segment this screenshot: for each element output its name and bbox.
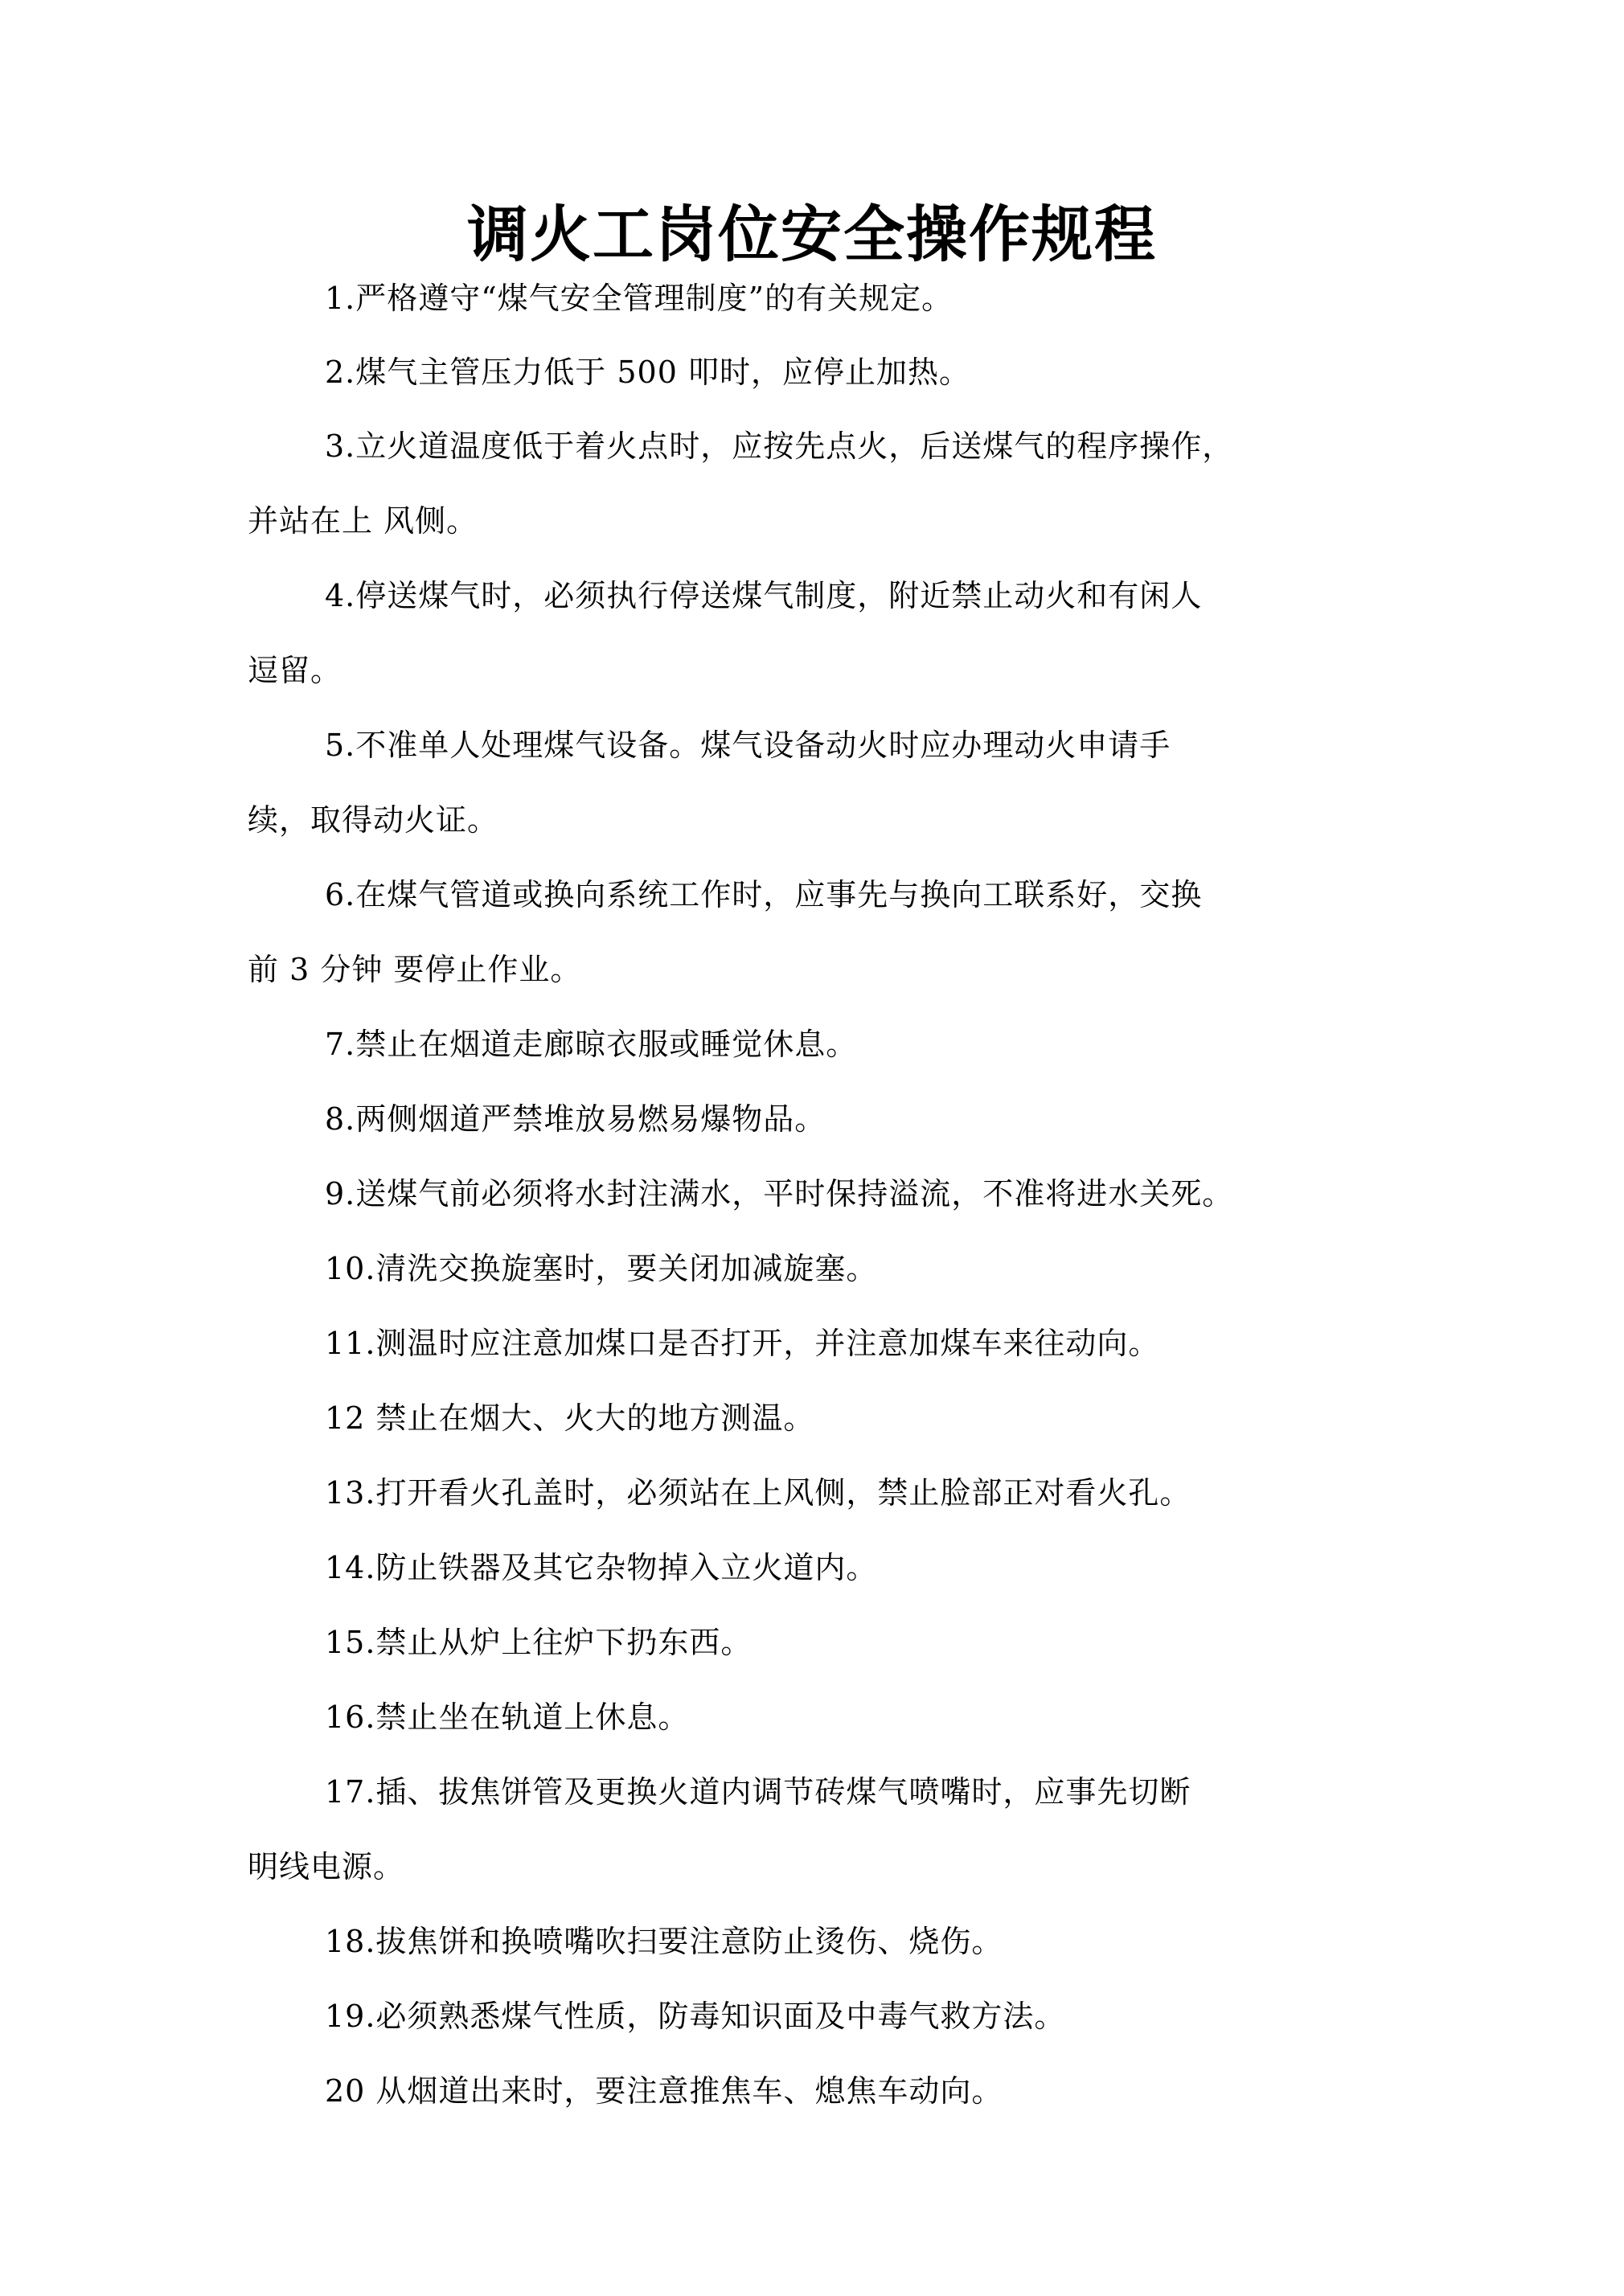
rule-line: 2.煤气主管压力低于 500 叩时，应停止加热。	[325, 355, 970, 390]
rule-line: 11.测温时应注意加煤口是否打开，并注意加煤车来往动向。	[325, 1326, 1160, 1361]
rule-line: 18.拔焦饼和换喷嘴吹扫要注意防止烫伤、烧伤。	[325, 1924, 1003, 1959]
rule-line: 13.打开看火孔盖时，必须站在上风侧，禁止脸部正对看火孔。	[325, 1475, 1191, 1511]
rule-line: 16.禁止坐在轨道上休息。	[325, 1699, 690, 1735]
rule-line-continuation: 前 3 分钟 要停止作业。	[248, 952, 582, 987]
rule-line: 9.送煤气前必须将水封注满水，平时保持溢流，不准将进水关死。	[325, 1176, 1234, 1212]
rule-line-continuation: 明线电源。	[248, 1849, 405, 1884]
rule-line: 4.停送煤气时，必须执行停送煤气制度，附近禁止动火和有闲人	[325, 578, 1203, 613]
rule-line: 12 禁止在烟大、火大的地方测温。	[325, 1400, 815, 1436]
rule-line-continuation: 续，取得动火证。	[248, 802, 499, 838]
rule-line: 8.两侧烟道严禁堆放易燃易爆物品。	[325, 1101, 826, 1137]
rule-line: 20 从烟道出来时，要注意推焦车、熄焦车动向。	[325, 2073, 1003, 2109]
rule-line: 1.严格遵守“煤气安全管理制度”的有关规定。	[325, 281, 953, 316]
rule-line: 5.不准单人处理煤气设备。煤气设备动火时应办理动火申请手	[325, 728, 1171, 763]
document-title: 调火工岗位安全操作规程	[467, 198, 1157, 270]
rule-line: 17.插、拔焦饼管及更换火道内调节砖煤气喷嘴时，应事先切断	[325, 1774, 1191, 1810]
rule-line-continuation: 并站在上 风侧。	[248, 503, 478, 539]
rule-line: 14.防止铁器及其它杂物掉入立火道内。	[325, 1550, 878, 1585]
rule-line: 3.立火道温度低于着火点时，应按先点火，后送煤气的程序操作，	[325, 428, 1234, 464]
rule-line: 7.禁止在烟道走廊晾衣服或睡觉休息。	[325, 1027, 858, 1062]
rule-line: 15.禁止从炉上往炉下扔东西。	[325, 1625, 753, 1660]
rule-line-continuation: 逗留。	[248, 653, 342, 688]
rule-line: 19.必须熟悉煤气性质，防毒知识面及中毒气救方法。	[325, 1999, 1066, 2034]
rule-line: 10.清洗交换旋塞时，要关闭加减旋塞。	[325, 1251, 878, 1286]
rule-line: 6.在煤气管道或换向系统工作时，应事先与换向工联系好，交换	[325, 877, 1203, 912]
